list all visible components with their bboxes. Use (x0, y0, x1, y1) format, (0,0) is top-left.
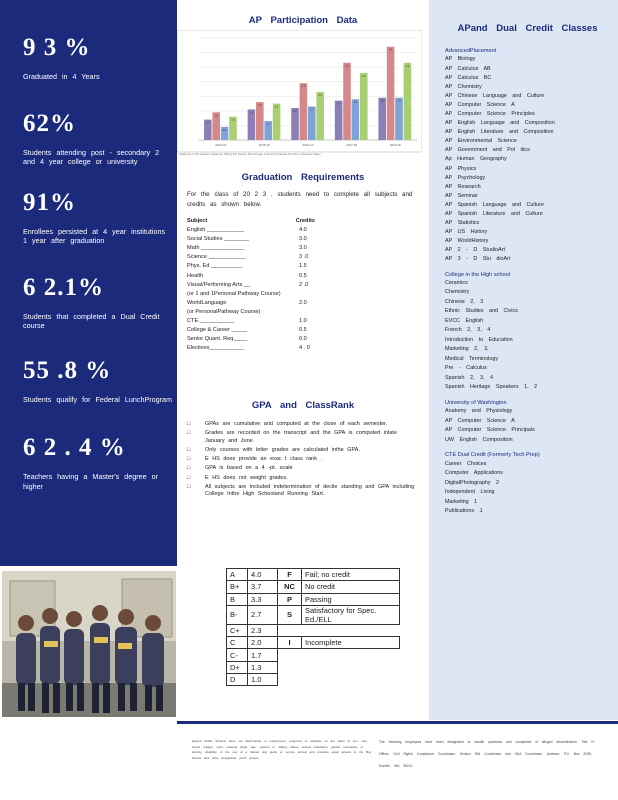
credit-value: 0.0 (299, 336, 307, 343)
stat-dual-credit (23, 270, 167, 331)
chart-data-label: 1.4 (206, 121, 210, 125)
class-item: Computer Applications (445, 470, 503, 477)
class-item: AP English Literature and Composition (445, 129, 554, 136)
grade-points: 1.3 (248, 661, 278, 673)
credits-header-label: Credits (295, 218, 315, 224)
class-item: Anatomy and Physiology (445, 408, 513, 415)
grade-row (227, 674, 400, 686)
grade-letter: A (227, 569, 248, 581)
mark-code: P (278, 593, 302, 605)
class-item: Independent Living (445, 489, 495, 496)
chart-data-label: 2.1 (249, 111, 254, 115)
credit-subject: Phys. Ed __________ (187, 263, 243, 270)
class-group-heading: CTE Dual Credit (Formerly Tech Prep) (445, 452, 540, 459)
credit-subject: Health (187, 272, 204, 279)
mark-description: Incomplete (302, 637, 400, 649)
stat-value: 91% (23, 188, 76, 216)
class-item: Marketing 2, 3, (445, 346, 489, 353)
credit-value: 0.5 (299, 327, 307, 334)
students-photo-image (2, 571, 176, 717)
chart-data-label: 0.9 (222, 128, 227, 132)
credit-row (187, 253, 315, 262)
credit-row (187, 262, 315, 271)
chart-data-label: 2.5 (274, 105, 279, 109)
credit-row (187, 344, 315, 353)
class-item: Ethnic Studies and Civics (445, 308, 518, 315)
credit-value: 4 . 0 (299, 345, 310, 352)
credit-row (187, 317, 315, 326)
class-item: Ap Human Geography (445, 156, 507, 163)
gpa-bullet: □ Grades are recorded on the transcript and the GPA is computed inlate January and June. (187, 430, 415, 445)
chart-bar (404, 63, 412, 140)
grade-letter: C (227, 637, 248, 649)
class-item: Career Choices (445, 460, 487, 467)
chart-data-label: 5.3 (405, 64, 410, 68)
gpa-bullet: □ E HS does not weight grades. (187, 475, 415, 482)
class-group (445, 47, 610, 265)
chart-bar (360, 73, 368, 140)
stat-label: Students qualify for Federal LunchProgram (23, 394, 173, 404)
grade-letter: B (227, 593, 248, 605)
class-item: AP Spanish Language and Culture (445, 201, 544, 208)
chart-data-label: 1.9 (214, 114, 218, 118)
classes-title: APand Dual Credit Classes (457, 23, 598, 34)
credits-list (187, 217, 315, 353)
credit-subject: Science ____________ (187, 254, 246, 261)
gpa-bullets (187, 421, 415, 501)
credit-row (187, 290, 315, 299)
chart-data-label: 2.7 (336, 102, 341, 106)
class-group-heading: University of Washington (445, 399, 507, 406)
class-item: French 2, 3, 4 (445, 327, 491, 334)
mark-description: Passing (302, 593, 400, 605)
stat-graduated (23, 30, 167, 82)
credit-subject: CTE ___________ (187, 318, 234, 325)
middle-column (177, 0, 429, 720)
grade-letter: B+ (227, 581, 248, 593)
gpa-bullet: □ E HS does provide an exac t class rank . (187, 456, 415, 463)
stat-value: 6 2.1% (23, 273, 104, 301)
chart-bar (273, 104, 281, 140)
grade-points: 2.7 (248, 605, 278, 624)
stat-value: 6 2 . 4 % (23, 434, 126, 461)
chart-data-label: 2.9 (397, 99, 401, 103)
credit-value: 3 .0 (299, 254, 309, 261)
class-item: AP Statistics (445, 220, 480, 227)
grade-row (227, 649, 400, 661)
chart-bar (256, 102, 264, 140)
mark-description (302, 624, 400, 636)
class-item: AP Chemistry (445, 83, 482, 90)
chart-data-label: 3.3 (318, 93, 322, 97)
grade-points: 1.7 (248, 649, 278, 661)
class-item: AP Computer Science Principals (445, 427, 535, 434)
class-item: AP 2 - D StudioArt (445, 247, 505, 254)
class-item: AP Seminar (445, 192, 478, 199)
class-item: AP Chinese Language and Culture (445, 92, 545, 99)
mark-code (278, 649, 302, 661)
stats-panel (0, 0, 177, 566)
class-item: AP WorldHistory (445, 238, 489, 245)
class-item: AP Calculus BC (445, 74, 492, 81)
chart-bar (387, 47, 395, 140)
stat-label: Students that completed a Dual Credit course (23, 311, 160, 330)
chart-bar (343, 63, 351, 140)
chart-data-label: 5.3 (345, 64, 349, 68)
mark-code: NC (278, 581, 302, 593)
gpa-bullet: □ All subjects are included indetermination of decile standing and GPA including College Inthe High Schooland Running Start. (187, 484, 415, 499)
class-group-heading: AdvancedPlacement (445, 48, 497, 54)
credit-row (187, 335, 315, 344)
grade-row (227, 661, 400, 673)
grade-row (227, 569, 400, 581)
students-photo (2, 571, 176, 717)
graduation-intro: For the class of 20 2 3 , students need to complete all subjects and credits as shown below. (187, 191, 413, 208)
class-item: AP Computer Science Principles (445, 110, 535, 117)
credit-value: 1.5 (299, 263, 307, 270)
class-item: AP 3 - D Stu dioArt (445, 256, 511, 263)
stat-persisted (23, 185, 167, 246)
class-item: AP US History (445, 229, 488, 236)
gpa-title: GPA and ClassRank (251, 400, 355, 411)
stat-label: Students attending post - secondary 2 and 4 year college or university (23, 147, 160, 166)
stat-value: 55 .8 % (23, 356, 112, 384)
credit-subject: WorldLanguage (187, 299, 227, 306)
class-item: AP English Language and Composition (445, 120, 555, 127)
class-item: Spanish 2, 3, 4 (445, 374, 493, 381)
chart-data-label: 3.9 (301, 85, 306, 89)
class-item: AP Physics (445, 165, 477, 172)
ap-participation-chart (177, 30, 422, 165)
credit-subject: Visual/Performing Arts __ (187, 281, 251, 288)
class-item: AP Spanish Literature and Culture (445, 211, 543, 217)
chart-bar (308, 106, 316, 140)
mark-code: F (278, 569, 302, 581)
class-item: Publications 1 (445, 508, 483, 515)
class-item: AP Environmental Science (445, 138, 517, 145)
stat-label: Teachers having a Master's degree or higher (23, 472, 159, 491)
mark-description (302, 649, 400, 661)
grade-letter: B- (227, 605, 248, 624)
class-item: DigitalPhotography 2 (445, 479, 500, 486)
chart-x-tick-label: 2016-17 (302, 143, 314, 147)
chart-bar (316, 92, 324, 140)
mark-description (302, 661, 400, 673)
credit-row (187, 308, 315, 317)
grade-letter: D+ (227, 661, 248, 673)
credit-value: 0.5 (299, 272, 307, 279)
credit-row (187, 281, 315, 290)
grade-points: 1.0 (248, 674, 278, 686)
credit-subject: (or PersonalPathway Course) (187, 308, 261, 315)
ap-participation-title: AP Participation Data (248, 15, 358, 26)
stat-lunch (23, 353, 173, 405)
credit-value: 3.0 (299, 245, 307, 252)
grade-letter: C+ (227, 624, 248, 636)
mark-description: Fail; no credit (302, 569, 400, 581)
class-item: Chemistry (445, 289, 470, 296)
class-group (445, 451, 610, 516)
mark-description (302, 674, 400, 686)
class-item: AP Calculus AB (445, 65, 491, 72)
mark-code (278, 661, 302, 673)
credit-row (187, 244, 315, 253)
stat-postsecondary (23, 106, 167, 167)
stat-masters (23, 430, 167, 491)
credit-value: 2 .0 (299, 281, 309, 288)
chart-legend-note: Students in AP Classes Students Taking AP Exams Percentage of Exams Passed Number of Exams Taken (179, 152, 321, 156)
class-item: AP Research (445, 183, 481, 190)
chart-data-label: 2.6 (258, 104, 262, 108)
chart-bar (335, 101, 343, 140)
grade-row (227, 593, 400, 605)
stat-label: Enrollees persisted at 4 year institutions 1 year after graduation (23, 226, 166, 245)
chart-data-label: 2.2 (293, 109, 297, 113)
chart-bar (395, 98, 403, 140)
credit-subject: Math ______________ (187, 245, 245, 252)
class-item: Pre - Calculus (445, 365, 487, 372)
classes-panel (429, 0, 618, 720)
class-item: Spanish Heritage Speakers 1, 2 (445, 384, 538, 391)
class-item: AP Computer Science A (445, 101, 515, 108)
credit-row (187, 326, 315, 335)
class-group (445, 399, 610, 445)
credits-header (187, 217, 315, 226)
credit-value (299, 308, 315, 317)
subject-header: Subject (187, 218, 208, 224)
class-item: Chinese 2, 3 (445, 298, 484, 305)
credit-value: 2.0 (299, 299, 307, 306)
mark-code: S (278, 605, 302, 624)
chart-bar (300, 83, 308, 140)
chart-x-tick-label: 2018-19 (389, 143, 401, 147)
chart-x-tick-label: 2014-15 (215, 143, 227, 147)
grade-row (227, 581, 400, 593)
graduation-requirements-title: Graduation Requirements (241, 172, 365, 183)
class-item: AP Computer Science A (445, 417, 515, 424)
mark-code (278, 674, 302, 686)
chart-data-label: 2.3 (310, 108, 314, 112)
footer-contacts: The following employees have been designated to handle questions and complaints of alleged discrimination: Title IX Officer, Civil Rights Compliance Coordinator, Section 504 Coordinator and ADA Coordinator. Address: P.O. Box 2098, Everett, WA 98213 (379, 740, 595, 768)
grade-row (227, 605, 400, 624)
chart-data-label: 2.8 (353, 101, 358, 105)
class-item: Ceramics (445, 279, 468, 286)
credit-subject: Social Studies ________ (187, 236, 249, 243)
gpa-bullet: □ Only courses with letter grades are calculated inthe GPA. (187, 447, 415, 454)
stat-value: 9 3 % (23, 34, 91, 61)
grade-points: 3.7 (248, 581, 278, 593)
stat-label: Graduated in 4 Years (23, 72, 100, 81)
class-item: AP Biology (445, 56, 476, 63)
mark-code: I (278, 637, 302, 649)
chart-data-label: 1.3 (266, 123, 270, 127)
footer-nondiscrimination: Everett Public Schools does not discriminate in employment, programs or activities on the basis of sex, race, creed, religion, color, national origin, age, veteran or military status, sexual orientation, gender expression or identity, disability, or the use of a trained dog guide or service animal and provides equal access to the Boy Scouts and other designated youth groups. (192, 739, 372, 760)
grade-letter: C- (227, 649, 248, 661)
chart-data-label: 2.9 (380, 99, 384, 103)
credit-subject: English ____________ (187, 227, 245, 234)
class-item: EVCC English (445, 317, 484, 324)
credit-subject: Senior Quant. Req.____ (187, 336, 248, 343)
class-item: Marketing 1 (445, 498, 478, 505)
class-item: AP Psychology (445, 174, 486, 181)
chart-data-label: 4.6 (362, 74, 366, 78)
mark-description: No credit (302, 581, 400, 593)
mark-description: Satisfactory for Spec. Ed./ELL (302, 605, 400, 624)
class-item: Introduction to Education (445, 336, 513, 343)
chart-data-label: 1.6 (231, 118, 235, 122)
grade-points: 2.0 (248, 637, 278, 649)
class-group-heading: College in the High school (445, 271, 510, 278)
class-item: UW English Composition (445, 436, 513, 443)
credit-subject: Electives___________ (187, 345, 244, 352)
chart-data-label: 6.4 (388, 48, 393, 52)
class-item: AP Government and Pol itics (445, 147, 530, 154)
footer-divider (177, 721, 618, 724)
credit-row (187, 272, 315, 281)
grade-points: 2.3 (248, 624, 278, 636)
grade-points: 4.0 (248, 569, 278, 581)
chart-bar (378, 98, 386, 140)
credit-value: 3.0 (299, 236, 307, 243)
gpa-bullet: □ GPAs are cumulative and computed at the close of each semester. (187, 421, 415, 428)
credit-value (299, 290, 315, 299)
credit-row (187, 226, 315, 235)
class-item: Medical Terminology (445, 355, 499, 362)
credit-subject: College & Career _____ (187, 327, 248, 334)
mark-code (278, 624, 302, 636)
chart-x-tick-label: 2017-18 (346, 143, 358, 147)
credit-value: 1.0 (299, 318, 307, 325)
credit-subject: (or 1 and 1Personal Pathway Course) (187, 290, 281, 297)
credit-row (187, 299, 315, 308)
grade-points: 3.3 (248, 593, 278, 605)
credit-row (187, 235, 315, 244)
grade-letter: D (227, 674, 248, 686)
chart-x-tick-label: 2015-16 (258, 143, 270, 147)
credit-value: 4.0 (299, 227, 307, 234)
gpa-bullet: □ GPA is based on a 4 -pt. scale (187, 465, 415, 472)
class-group (445, 271, 610, 393)
grade-row (227, 624, 400, 636)
grade-scale-table (226, 568, 400, 686)
stat-value: 62% (23, 109, 76, 137)
grade-row (227, 637, 400, 649)
chart-bar (352, 99, 360, 140)
